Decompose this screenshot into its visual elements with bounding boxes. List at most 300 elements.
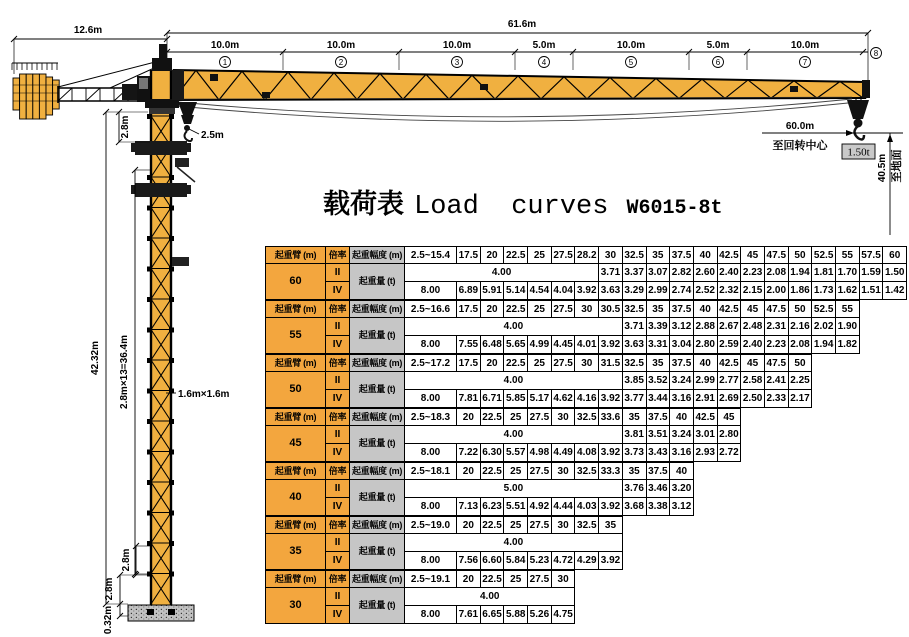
load-value-iv: 2.15 [741, 282, 765, 300]
radius-value: 52.5 [812, 301, 836, 318]
capacity-header: 起重量 (t) [350, 588, 405, 624]
splice-plate [147, 206, 152, 211]
dim-hook-offset: 2.5m [201, 130, 224, 141]
load-value-ii-span: 5.00 [405, 480, 623, 498]
load-value-iv: 3.92 [575, 282, 599, 300]
radius-value: 35 [622, 463, 646, 480]
load-value-ii: 2.80 [717, 426, 741, 444]
jib-length-value: 35 [266, 534, 326, 570]
ratio-ii: II [326, 588, 350, 606]
load-value-iv: 5.23 [528, 552, 552, 570]
load-value-iv: 2.99 [646, 282, 670, 300]
segment-length-label: 10.0m [442, 40, 472, 51]
load-value-iv: 6.60 [480, 552, 504, 570]
load-value-iv: 2.72 [717, 444, 741, 462]
load-value-iv: 2.80 [693, 336, 717, 354]
radius-value: 22.5 [504, 301, 528, 318]
tip-load-label: 1.50t [847, 146, 870, 159]
load-value-iv: 7.56 [457, 552, 481, 570]
radius-value: 20 [457, 517, 481, 534]
jib-segment-dimensions [164, 40, 866, 70]
radius-value: 30 [575, 355, 599, 372]
load-value-iv: 2.17 [788, 390, 812, 408]
jib-length-header: 起重臂 (m) [266, 409, 326, 426]
load-value-iv: 3.92 [599, 552, 623, 570]
dim-hook-height: 40.5m [877, 153, 888, 183]
jib-length-value: 60 [266, 264, 326, 300]
load-value-ii: 2.60 [693, 264, 717, 282]
dim-radius: 60.0m [785, 121, 815, 132]
load-value-iv: 5.85 [504, 390, 528, 408]
segment-length-label: 10.0m [616, 40, 646, 51]
load-value-ii-span: 4.00 [405, 372, 623, 390]
radius-value: 27.5 [551, 247, 575, 264]
ratio-ii: II [326, 318, 350, 336]
capacity-header: 起重量 (t) [350, 372, 405, 408]
load-value-iv: 7.22 [457, 444, 481, 462]
counterweight-stack [13, 74, 59, 119]
load-value-iv: 5.88 [504, 606, 528, 624]
load-value-ii: 3.71 [622, 318, 646, 336]
load-value-ii: 1.59 [859, 264, 883, 282]
splice-plate [147, 236, 152, 241]
load-table-block-30 [265, 570, 575, 624]
dim-section-b: 2.8m [104, 577, 115, 601]
ratio-header: 倍率 [326, 301, 350, 318]
radius-value: 2.5~16.6 [405, 301, 457, 318]
splice-plate [169, 511, 174, 516]
jib-tip-number [871, 48, 882, 59]
load-value-iv: 4.16 [575, 390, 599, 408]
load-value-iv: 4.45 [551, 336, 575, 354]
ratio-header: 倍率 [326, 355, 350, 372]
jib-length-header: 起重臂 (m) [266, 517, 326, 534]
dim-tower-sections: 2.8m×13=36.4m [119, 335, 130, 409]
radius-value: 42.5 [693, 409, 717, 426]
load-value-iv: 8.00 [405, 444, 457, 462]
load-value-iv: 4.03 [575, 498, 599, 516]
counterweight-plate [33, 74, 40, 119]
radius-value: 52.5 [812, 247, 836, 264]
splice-plate [169, 297, 174, 302]
load-value-ii: 3.12 [670, 318, 694, 336]
dim-section-a: 2.8m [121, 548, 132, 572]
radius-value: 30 [599, 247, 623, 264]
segment-length-label: 10.0m [326, 40, 356, 51]
load-value-ii: 2.41 [764, 372, 788, 390]
radius-value: 55 [836, 301, 860, 318]
load-value-ii: 3.24 [670, 372, 694, 390]
counter-jib-diagonal [58, 88, 72, 101]
load-value-iv: 5.17 [528, 390, 552, 408]
load-table-block-45 [265, 408, 741, 462]
load-table-block-50 [265, 354, 812, 408]
load-value-ii: 2.88 [693, 318, 717, 336]
splice-plate [169, 480, 174, 485]
capacity-header: 起重量 (t) [350, 318, 405, 354]
radius-value: 20 [457, 571, 481, 588]
load-value-iv: 2.59 [717, 336, 741, 354]
segment-number-label: 5 [628, 58, 634, 67]
title-english: Load curves [414, 192, 609, 222]
radius-value: 20 [480, 355, 504, 372]
ratio-iv: IV [326, 606, 350, 624]
radius-header: 起重幅度 (m) [350, 517, 405, 534]
load-value-iv: 2.50 [741, 390, 765, 408]
radius-value: 42.5 [717, 355, 741, 372]
load-value-iv: 5.84 [504, 552, 528, 570]
load-value-iv: 3.16 [670, 390, 694, 408]
counter-jib-diagonal [86, 88, 100, 101]
radius-value: 27.5 [528, 571, 552, 588]
radius-value: 2.5~19.1 [405, 571, 457, 588]
load-value-iv: 2.91 [693, 390, 717, 408]
radius-value: 40 [693, 301, 717, 318]
load-value-ii: 2.82 [670, 264, 694, 282]
load-value-iv: 3.68 [622, 498, 646, 516]
radius-value: 17.5 [457, 301, 481, 318]
load-value-ii: 2.02 [812, 318, 836, 336]
radius-header: 起重幅度 (m) [350, 409, 405, 426]
load-value-iv: 3.12 [670, 498, 694, 516]
counterweight-plate [13, 78, 20, 110]
radius-header: 起重幅度 (m) [350, 571, 405, 588]
load-table-block-60 [265, 246, 907, 300]
ratio-iv: IV [326, 498, 350, 516]
load-value-ii: 3.76 [622, 480, 646, 498]
splice-plate [147, 175, 152, 180]
dim-radius-note: 至回转中心 [772, 140, 828, 152]
load-value-iv: 5.14 [504, 282, 528, 300]
splice-plate [169, 450, 174, 455]
foundation-block [128, 605, 194, 621]
load-table-block-55 [265, 300, 860, 354]
load-value-iv: 2.00 [764, 282, 788, 300]
segment-number-label: 6 [715, 58, 721, 67]
radius-value: 35 [599, 517, 623, 534]
load-value-iv: 6.89 [457, 282, 481, 300]
load-value-iv: 7.61 [457, 606, 481, 624]
radius-value: 57.5 [859, 247, 883, 264]
load-value-iv: 4.54 [528, 282, 552, 300]
load-value-iv: 7.55 [457, 336, 481, 354]
radius-value: 32.5 [575, 409, 599, 426]
radius-value: 32.5 [575, 463, 599, 480]
load-value-iv: 8.00 [405, 552, 457, 570]
radius-value: 22.5 [504, 247, 528, 264]
load-value-iv: 5.91 [480, 282, 504, 300]
load-value-iv: 8.00 [405, 336, 457, 354]
load-value-iv: 4.98 [528, 444, 552, 462]
load-value-ii: 2.77 [717, 372, 741, 390]
radius-value: 2.5~18.1 [405, 463, 457, 480]
splice-plate [169, 419, 174, 424]
load-value-iv: 3.77 [622, 390, 646, 408]
load-value-iv: 3.92 [599, 336, 623, 354]
dim-counter-jib: 12.6m [73, 25, 103, 36]
page-title [323, 182, 722, 222]
load-value-iv: 1.82 [836, 336, 860, 354]
load-value-iv: 3.92 [599, 444, 623, 462]
dim-base: 0.32m [103, 605, 114, 635]
radius-value: 35 [646, 355, 670, 372]
radius-value: 42.5 [717, 247, 741, 264]
segment-length-label: 5.0m [532, 40, 556, 51]
load-value-iv: 3.63 [622, 336, 646, 354]
radius-header: 起重幅度 (m) [350, 301, 405, 318]
radius-value: 27.5 [528, 517, 552, 534]
load-value-ii: 2.99 [693, 372, 717, 390]
load-value-iv: 2.52 [693, 282, 717, 300]
radius-value: 20 [480, 301, 504, 318]
radius-value: 30 [575, 301, 599, 318]
splice-plate [169, 236, 174, 241]
load-value-iv: 3.43 [646, 444, 670, 462]
load-value-iv: 4.72 [551, 552, 575, 570]
jib-length-header: 起重臂 (m) [266, 571, 326, 588]
load-value-iv: 4.75 [551, 606, 575, 624]
load-value-iv: 6.30 [480, 444, 504, 462]
splice-plate [147, 267, 152, 272]
load-value-iv: 1.42 [883, 282, 907, 300]
radius-value: 32.5 [622, 247, 646, 264]
splice-plate [147, 450, 152, 455]
load-value-iv: 3.73 [622, 444, 646, 462]
load-value-iv: 1.86 [788, 282, 812, 300]
load-value-iv: 2.08 [788, 336, 812, 354]
radius-value: 30 [551, 517, 575, 534]
splice-plate [147, 114, 152, 119]
ratio-ii: II [326, 480, 350, 498]
load-value-ii-span: 4.00 [405, 426, 623, 444]
radius-value: 17.5 [457, 355, 481, 372]
load-value-ii: 1.70 [836, 264, 860, 282]
ratio-iv: IV [326, 390, 350, 408]
title-model: W6015-8t [626, 197, 723, 220]
load-value-ii: 2.58 [741, 372, 765, 390]
load-value-iv: 3.31 [646, 336, 670, 354]
load-value-iv: 3.63 [599, 282, 623, 300]
load-value-ii: 3.51 [646, 426, 670, 444]
radius-value: 20 [457, 409, 481, 426]
dim-mast-size: 1.6m×1.6m [178, 389, 230, 400]
segment-number-label: 4 [541, 58, 547, 67]
radius-value: 37.5 [670, 301, 694, 318]
ratio-iv: IV [326, 552, 350, 570]
radius-value: 37.5 [670, 355, 694, 372]
load-value-ii: 2.08 [764, 264, 788, 282]
radius-value: 2.5~19.0 [405, 517, 457, 534]
radius-value: 45 [741, 301, 765, 318]
load-value-ii: 3.85 [622, 372, 646, 390]
segment-length-label: 5.0m [706, 40, 730, 51]
load-value-iv: 3.92 [599, 390, 623, 408]
radius-value: 42.5 [717, 301, 741, 318]
radius-value: 35 [646, 247, 670, 264]
load-value-iv: 5.57 [504, 444, 528, 462]
radius-value: 27.5 [528, 463, 552, 480]
load-value-ii: 1.50 [883, 264, 907, 282]
jib-length-header: 起重臂 (m) [266, 247, 326, 264]
ratio-header: 倍率 [326, 409, 350, 426]
radius-value: 37.5 [670, 247, 694, 264]
jib-length-value: 50 [266, 372, 326, 408]
load-value-iv: 8.00 [405, 390, 457, 408]
radius-value: 22.5 [480, 409, 504, 426]
radius-value: 20 [457, 463, 481, 480]
radius-value: 17.5 [457, 247, 481, 264]
radius-value: 25 [504, 571, 528, 588]
load-value-ii: 2.23 [741, 264, 765, 282]
splice-plate [169, 572, 174, 577]
dim-tower-height: 42.32m [90, 341, 101, 375]
load-table-block-35 [265, 516, 623, 570]
ratio-ii: II [326, 372, 350, 390]
load-value-iv: 4.01 [575, 336, 599, 354]
radius-value: 35 [622, 409, 646, 426]
load-value-ii: 3.07 [646, 264, 670, 282]
capacity-header: 起重量 (t) [350, 426, 405, 462]
radius-value: 27.5 [551, 301, 575, 318]
radius-value: 40 [670, 409, 694, 426]
dim-top-section: 2.8m [120, 115, 131, 139]
radius-value: 30 [551, 571, 575, 588]
load-value-iv: 6.65 [480, 606, 504, 624]
load-value-iv: 2.93 [693, 444, 717, 462]
ratio-header: 倍率 [326, 571, 350, 588]
load-value-ii-span: 4.00 [405, 534, 623, 552]
load-value-iv: 3.29 [622, 282, 646, 300]
ratio-iv: IV [326, 444, 350, 462]
radius-value: 25 [504, 409, 528, 426]
splice-plate [169, 328, 174, 333]
radius-value: 27.5 [551, 355, 575, 372]
load-value-iv: 1.94 [812, 336, 836, 354]
splice-plate [169, 114, 174, 119]
radius-value: 30.5 [599, 301, 623, 318]
load-value-ii: 3.24 [670, 426, 694, 444]
load-value-iv: 6.48 [480, 336, 504, 354]
radius-value: 2.5~17.2 [405, 355, 457, 372]
load-value-ii-span: 4.00 [405, 588, 575, 606]
radius-value: 31.5 [599, 355, 623, 372]
segment-length-label: 10.0m [790, 40, 820, 51]
dim-height-note: 至地面 [891, 149, 903, 183]
load-value-iv: 3.92 [599, 498, 623, 516]
load-value-iv: 4.44 [551, 498, 575, 516]
jib-length-header: 起重臂 (m) [266, 301, 326, 318]
dim-jib-total: 61.6m [507, 19, 537, 30]
ratio-header: 倍率 [326, 247, 350, 264]
ratio-header: 倍率 [326, 463, 350, 480]
load-value-iv: 4.92 [528, 498, 552, 516]
radius-value: 45 [741, 355, 765, 372]
segment-length-label: 10.0m [210, 40, 240, 51]
radius-value: 45 [717, 409, 741, 426]
radius-value: 45 [741, 247, 765, 264]
load-value-ii: 3.01 [693, 426, 717, 444]
radius-value: 25 [504, 517, 528, 534]
load-value-iv: 2.32 [717, 282, 741, 300]
radius-value: 2.5~18.3 [405, 409, 457, 426]
splice-plate [147, 358, 152, 363]
load-value-iv: 3.04 [670, 336, 694, 354]
radius-value: 22.5 [480, 517, 504, 534]
radius-value: 33.6 [599, 409, 623, 426]
radius-value: 50 [788, 355, 812, 372]
radius-value: 25 [504, 463, 528, 480]
ratio-header: 倍率 [326, 517, 350, 534]
splice-plate [147, 328, 152, 333]
jib-length-header: 起重臂 (m) [266, 463, 326, 480]
load-value-iv: 8.00 [405, 282, 457, 300]
load-value-iv: 2.74 [670, 282, 694, 300]
load-value-iv: 1.51 [859, 282, 883, 300]
counterweight-plate [39, 74, 46, 119]
load-value-ii: 1.94 [788, 264, 812, 282]
load-value-iv: 2.23 [764, 336, 788, 354]
radius-value: 32.5 [622, 301, 646, 318]
load-value-iv: 3.44 [646, 390, 670, 408]
radius-value: 40 [693, 355, 717, 372]
load-table-block-40 [265, 462, 694, 516]
segment-number-label: 7 [802, 58, 808, 67]
splice-plate [169, 541, 174, 546]
load-value-ii: 1.90 [836, 318, 860, 336]
radius-value: 35 [646, 301, 670, 318]
radius-value: 50 [788, 301, 812, 318]
splice-plate [147, 480, 152, 485]
load-value-ii: 2.16 [788, 318, 812, 336]
ratio-iv: IV [326, 282, 350, 300]
load-value-iv: 5.65 [504, 336, 528, 354]
splice-plate [169, 206, 174, 211]
splice-plate [147, 389, 152, 394]
load-value-iv: 8.00 [405, 606, 457, 624]
load-value-ii-span: 4.00 [405, 318, 623, 336]
load-value-ii: 1.81 [812, 264, 836, 282]
tip-load-box [842, 144, 875, 159]
load-value-iv: 3.38 [646, 498, 670, 516]
load-value-iv: 1.73 [812, 282, 836, 300]
radius-value: 22.5 [480, 571, 504, 588]
radius-value: 47.5 [764, 355, 788, 372]
load-value-ii: 2.31 [764, 318, 788, 336]
jib-length-header: 起重臂 (m) [266, 355, 326, 372]
load-value-ii-span: 4.00 [405, 264, 599, 282]
splice-plate [147, 419, 152, 424]
counterweight-plate [46, 77, 53, 115]
radius-value: 30 [551, 409, 575, 426]
jib-length-value: 45 [266, 426, 326, 462]
radius-value: 20 [480, 247, 504, 264]
load-value-ii: 2.48 [741, 318, 765, 336]
ratio-iv: IV [326, 336, 350, 354]
counterweight-plate [26, 74, 33, 119]
load-value-ii: 3.46 [646, 480, 670, 498]
load-value-iv: 2.40 [741, 336, 765, 354]
radius-value: 28.2 [575, 247, 599, 264]
radius-value: 22.5 [504, 355, 528, 372]
load-value-ii: 3.52 [646, 372, 670, 390]
title-chinese: 载荷表 [323, 189, 404, 220]
load-value-iv: 4.29 [575, 552, 599, 570]
radius-value: 30 [551, 463, 575, 480]
load-value-ii: 3.37 [622, 264, 646, 282]
load-value-iv: 4.04 [551, 282, 575, 300]
counterweight-plate [20, 74, 27, 119]
radius-value: 33.3 [599, 463, 623, 480]
